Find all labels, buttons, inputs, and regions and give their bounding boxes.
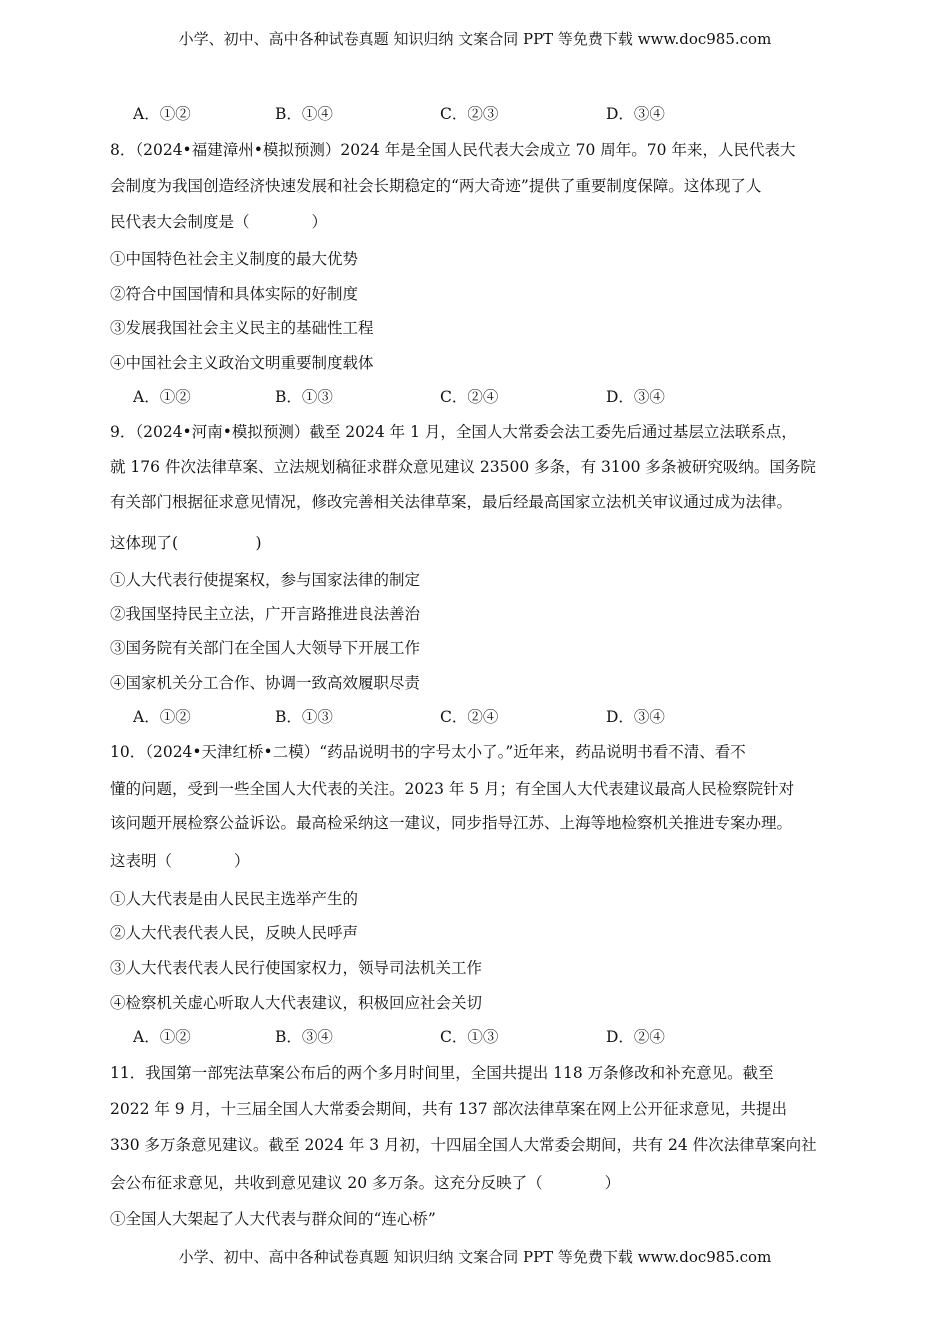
- statement: ④检察机关虚心听取人大代表建议，积极回应社会关切: [110, 994, 483, 1012]
- question-text: 330 多万条意见建议。截至 2024 年 3 月初，十四届全国人大常委会期间，共有 24 件次法律草案向社: [110, 1136, 817, 1154]
- question-text: 会公布征求意见，共收到意见建议 20 多万条。这充分反映了（ ）: [110, 1174, 621, 1192]
- question-text: 10．（2024•天津红桥•二模）“药品说明书的字号太小了。”近年来，药品说明书看不清、看不: [110, 743, 746, 761]
- option-b: B．①③: [275, 708, 333, 726]
- option-b: B．①③: [275, 388, 333, 406]
- question-text: 这体现了( ): [110, 534, 262, 552]
- statement: ①全国人大架起了人大代表与群众间的“连心桥”: [110, 1210, 436, 1228]
- page-footer: 小学、初中、高中各种试卷真题 知识归纳 文案合同 PPT 等免费下载 www.doc985.com: [178, 1248, 772, 1266]
- option-a: A．①②: [133, 708, 191, 726]
- option-d: D．③④: [606, 105, 665, 123]
- statement: ④中国社会主义政治文明重要制度载体: [110, 354, 374, 372]
- statement: ③发展我国社会主义民主的基础性工程: [110, 319, 374, 337]
- statement: ④国家机关分工合作、协调一致高效履职尽责: [110, 674, 421, 692]
- statement: ①人大代表是由人民民主选举产生的: [110, 890, 359, 908]
- option-d: D．③④: [606, 708, 665, 726]
- statement: ②我国坚持民主立法，广开言路推进良法善治: [110, 605, 421, 623]
- option-b: B．①④: [275, 105, 333, 123]
- option-a: A．①②: [133, 105, 191, 123]
- statement: ②符合中国国情和具体实际的好制度: [110, 285, 359, 303]
- option-c: C．②④: [440, 388, 499, 406]
- question-text: 懂的问题，受到一些全国人大代表的关注。2023 年 5 月；有全国人大代表建议最高人民检察院针对: [110, 780, 795, 798]
- page-header: 小学、初中、高中各种试卷真题 知识归纳 文案合同 PPT 等免费下载 www.doc985.com: [178, 30, 772, 48]
- question-text: 民代表大会制度是（ ）: [110, 213, 328, 231]
- question-text: 2022 年 9 月，十三届全国人大常委会期间，共有 137 部次法律草案在网上公开征求意见，共提出: [110, 1100, 788, 1118]
- option-d: D．②④: [606, 1028, 665, 1046]
- question-text: 9．（2024•河南•模拟预测）截至 2024 年 1 月，全国人大常委会法工委先后通过基层立法联系点，: [110, 423, 797, 441]
- question-text: 会制度为我国创造经济快速发展和社会长期稳定的“两大奇迹”提供了重要制度保障。这体现了人: [110, 177, 762, 195]
- option-a: A．①②: [133, 1028, 191, 1046]
- question-text: 11．我国第一部宪法草案公布后的两个多月时间里，全国共提出 118 万条修改和补充意见。截至: [110, 1064, 774, 1082]
- statement: ③国务院有关部门在全国人大领导下开展工作: [110, 639, 421, 657]
- option-b: B．③④: [275, 1028, 333, 1046]
- option-c: C．①③: [440, 1028, 499, 1046]
- option-c: C．②④: [440, 708, 499, 726]
- statement: ③人大代表代表人民行使国家权力，领导司法机关工作: [110, 959, 483, 977]
- statement: ②人大代表代表人民，反映人民呼声: [110, 924, 359, 942]
- question-text: 有关部门根据征求意见情况，修改完善相关法律草案，最后经最高国家立法机关审议通过成为法律。: [110, 493, 793, 511]
- option-d: D．③④: [606, 388, 665, 406]
- option-c: C．②③: [440, 105, 499, 123]
- question-text: 就 176 件次法律草案、立法规划稿征求群众意见建议 23500 多条，有 3100 多条被研究吸纳。国务院: [110, 458, 816, 476]
- question-text: 该问题开展检察公益诉讼。最高检采纳这一建议，同步指导江苏、上海等地检察机关推进专案办理。: [110, 814, 793, 832]
- statement: ①人大代表行使提案权，参与国家法律的制定: [110, 571, 421, 589]
- question-text: 8．（2024•福建漳州•模拟预测）2024 年是全国人民代表大会成立 70 周年。70 年来，人民代表大: [110, 141, 796, 159]
- question-text: 这表明（ ）: [110, 852, 250, 870]
- statement: ①中国特色社会主义制度的最大优势: [110, 250, 359, 268]
- option-a: A．①②: [133, 388, 191, 406]
